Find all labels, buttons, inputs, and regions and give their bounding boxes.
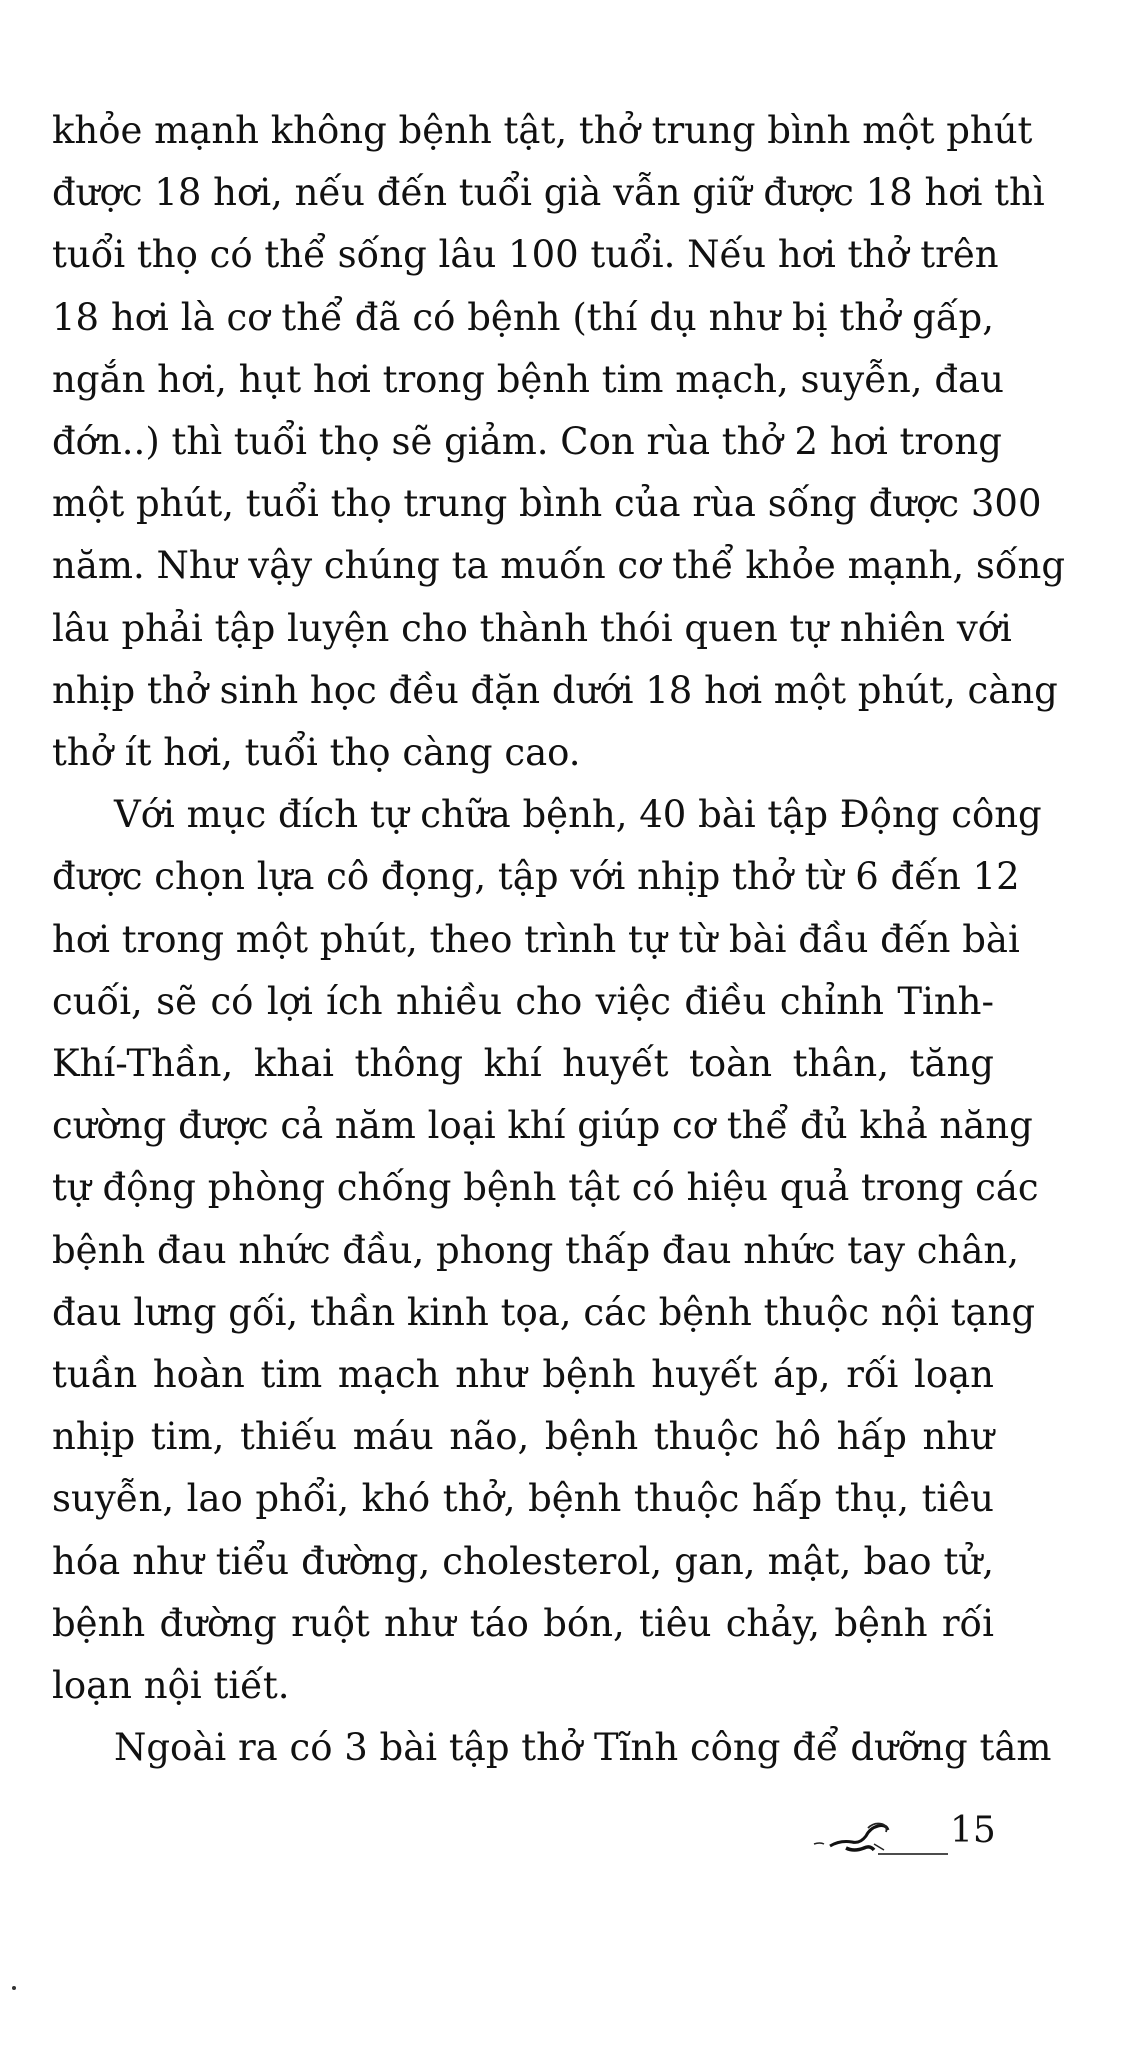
text-line: cường được cả năm loại khí giúp cơ thể đủ khả năng [52,1104,1033,1148]
text-line: được chọn lựa cô đọng, tập với nhịp thở từ 6 đến 12 [52,855,1020,899]
paragraph-1 [52,100,1066,784]
body-text [52,100,1066,1779]
text-line: hóa như tiểu đường, cholesterol, gan, mật, bao tử, [52,1539,994,1583]
page-footer [800,1808,1000,1868]
text-line: thở ít hơi, tuổi thọ càng cao. [52,731,581,775]
page-number: 15 [950,1810,996,1851]
text-line: 18 hơi là cơ thể đã có bệnh (thí dụ như bị thở gấp, [52,295,994,339]
text-line: năm. Như vậy chúng ta muốn cơ thể khỏe mạnh, sống [52,544,1066,588]
text-line: Ngoài ra có 3 bài tập thở Tĩnh công để dưỡng tâm [114,1726,1052,1770]
text-line: suyễn, lao phổi, khó thở, bệnh thuộc hấp thụ, tiêu [52,1477,994,1521]
text-line: tự động phòng chống bệnh tật có hiệu quả trong các [52,1166,1039,1210]
text-line: được 18 hơi, nếu đến tuổi già vẫn giữ được 18 hơi thì [52,171,1045,215]
text-line: Với mục đích tự chữa bệnh, 40 bài tập Động công [114,793,1042,837]
scan-speck [12,1986,16,1990]
text-line: khỏe mạnh không bệnh tật, thở trung bình một phút [52,109,1033,152]
text-line: nhịp thở sinh học đều đặn dưới 18 hơi một phút, càng [52,668,1058,712]
text-line: đau lưng gối, thần kinh tọa, các bệnh thuộc nội tạng [52,1290,1036,1334]
text-line: bệnh đau nhức đầu, phong thấp đau nhức tay chân, [52,1228,1020,1272]
text-line: tuổi thọ có thể sống lâu 100 tuổi. Nếu hơi thở trên [52,233,999,277]
text-line: cuối, sẽ có lợi ích nhiều cho việc điều chỉnh Tinh- [52,979,994,1023]
flourish-ornament-icon [810,1814,950,1858]
text-line: đớn..) thì tuổi thọ sẽ giảm. Con rùa thở 2 hơi trong [52,420,1002,464]
text-line: tuần hoàn tim mạch như bệnh huyết áp, rối loạn [52,1353,994,1397]
text-line: một phút, tuổi thọ trung bình của rùa sống được 300 [52,482,1042,526]
paragraph-3 [52,1717,1052,1779]
paragraph-2 [52,784,1042,1717]
text-line: nhịp tim, thiếu máu não, bệnh thuộc hô hấp như [52,1415,994,1459]
text-line: Khí-Thần, khai thông khí huyết toàn thân, tăng [52,1042,994,1086]
text-line: bệnh đường ruột như táo bón, tiêu chảy, bệnh rối [52,1601,994,1645]
text-line: hơi trong một phút, theo trình tự từ bài đầu đến bài [52,917,1020,961]
text-line: lâu phải tập luyện cho thành thói quen tự nhiên với [52,606,1012,650]
text-line: ngắn hơi, hụt hơi trong bệnh tim mạch, suyễn, đau [52,357,1004,401]
text-line: loạn nội tiết. [52,1664,290,1708]
